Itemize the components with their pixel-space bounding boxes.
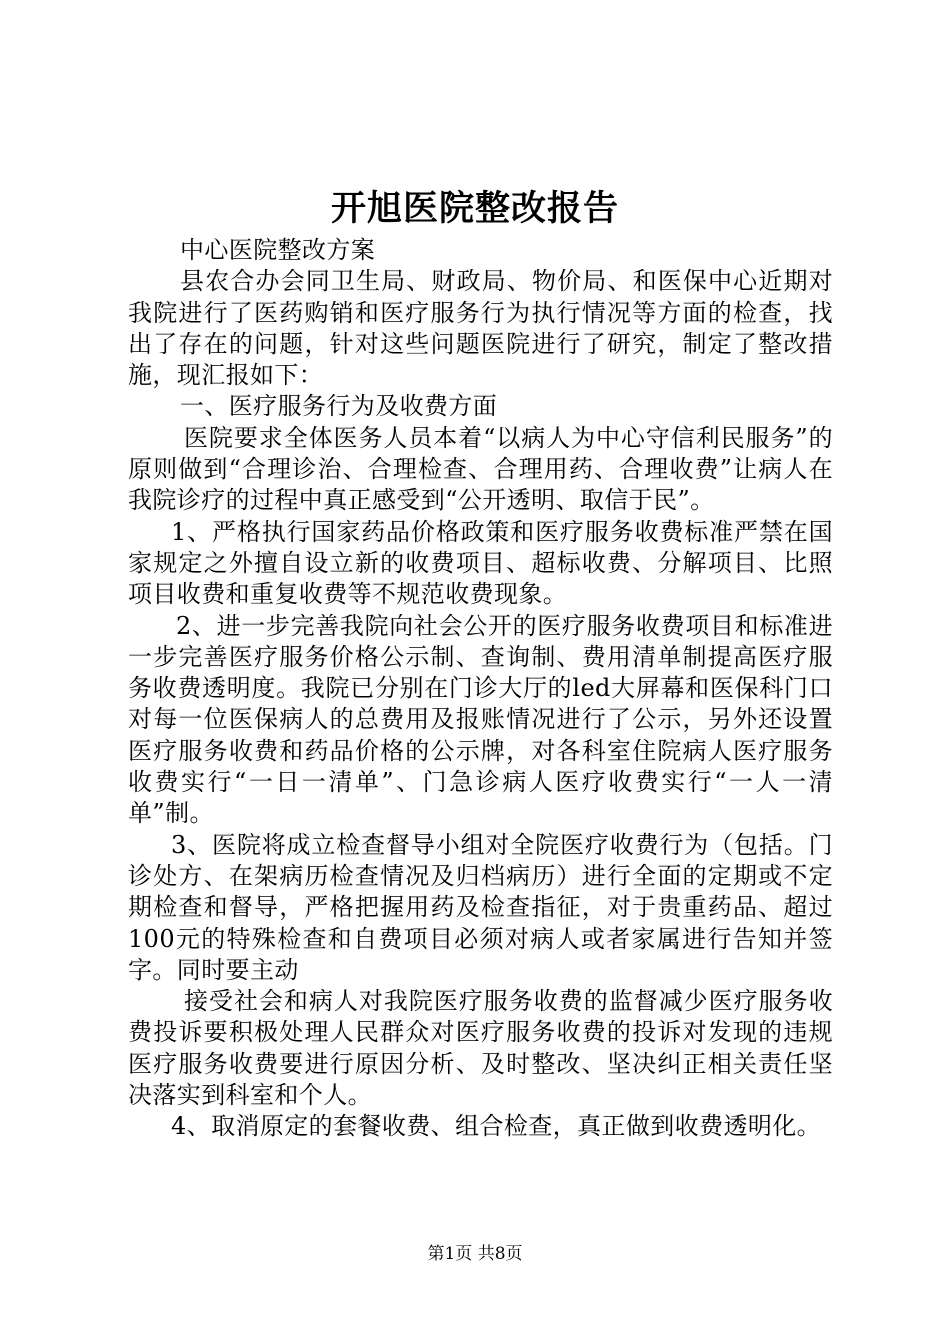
document-title: 开旭医院整改报告 [330, 188, 619, 229]
document-body [128, 235, 833, 1143]
paragraph-item-4: 4、取消原定的套餐收费、组合检查，真正做到收费透明化。 [171, 1112, 822, 1141]
paragraph-item-1: 1、严格执行国家药品价格政策和医疗服务收费标准严禁在国家规定之外擅自设立新的收费项目、超标收费、分解项目、比照项目收费和重复收费等不规范收费现象。 [128, 517, 833, 609]
paragraph-item-3: 3、医院将成立检查督导小组对全院医疗收费行为（包括。门诊处方、在架病历检查情况及归档病历）进行全面的定期或不定期检查和督导，严格把握用药及检查指征，对于贵重药品、超过100元的特殊检查和自费项目必须对病人或者家属进行告知并签字。同时要主动 [128, 830, 833, 984]
paragraph-subtitle: 中心医院整改方案 [180, 236, 376, 264]
paragraph-principle: 医院要求全体医务人员本着“以病人为中心守信利民服务”的原则做到“合理诊治、合理检查、合理用药、合理收费”让病人在我院诊疗的过程中真正感受到“公开透明、取信于民”。 [128, 423, 833, 515]
page-footer: 第1页 共8页 [427, 1244, 523, 1264]
paragraph-intro: 县农合办会同卫生局、财政局、物价局、和医保中心近期对我院进行了医药购销和医疗服务行为执行情况等方面的检查，找出了存在的问题，针对这些问题医院进行了研究，制定了整改措施，现汇报如下： [128, 267, 833, 390]
paragraph-item-2: 2、进一步完善我院向社会公开的医疗服务收费项目和标准进一步完善医疗服务价格公示制、查询制、费用清单制提高医疗服务收费透明度。我院已分别在门诊大厅的led大屏幕和医保科门口对每一位医保病人的总费用及报账情况进行了公示，另外还设置医疗服务收费和药品价格的公示牌，对各科室住院病人医疗服务收费实行“一日一清单”、门急诊病人医疗收费实行“一人一清单”制。 [128, 611, 833, 828]
section-heading: 一、医疗服务行为及收费方面 [180, 392, 498, 421]
paragraph-item-3-continued: 接受社会和病人对我院医疗服务收费的监督减少医疗服务收费投诉要积极处理人民群众对医疗服务收费的投诉对发现的违规医疗服务收费要进行原因分析、及时整改、坚决纠正相关责任坚决落实到科室和个人。 [128, 987, 833, 1110]
